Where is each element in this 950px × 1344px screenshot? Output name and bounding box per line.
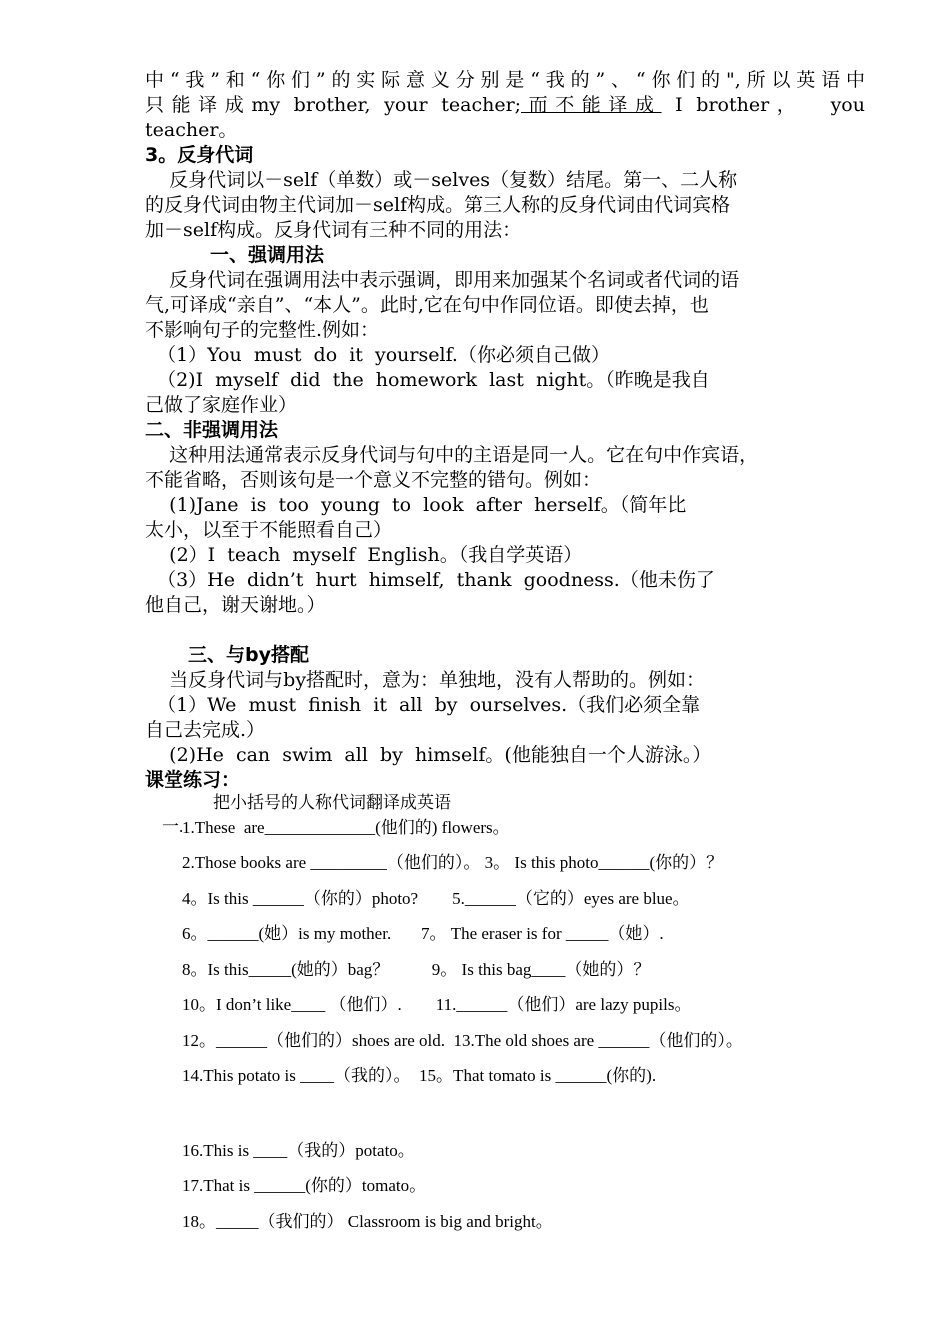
- paragraph-line: 这种用法通常表示反身代词与句中的主语是同一人。它在句中作宾语，: [145, 444, 759, 466]
- text-run: 只能译成my brother, your teacher;: [145, 94, 522, 116]
- exercise-number: 一.: [162, 817, 184, 836]
- paragraph-line: 反身代词在强调用法中表示强调，即用来加强某个名词或者代词的语: [145, 269, 740, 291]
- paragraph-line: 反身代词以－self（单数）或－selves（复数）结尾。第一、二人称: [145, 169, 738, 191]
- example-line: 太小，以至于不能照看自己）: [145, 519, 393, 541]
- exercise-item: 12。______（他们的）shoes are old. 13.The old shoes are ______（他们的）。: [182, 1031, 743, 1050]
- paragraph-line: 当反身代词与by搭配时，意为：单独地，没有人帮助的。例如：: [145, 669, 706, 691]
- exercise-item: 18。_____（我们的） Classroom is big and bright。: [182, 1212, 553, 1231]
- example-line: （2)I myself did the homework last night。（昨晚是我自: [145, 369, 710, 391]
- exercise-item: 10。I don’t like____ （他们）. 11.______（他们）are lazy pupils。: [182, 995, 692, 1014]
- example-line: （1）We must finish it all by ourselves.（我们必须全靠: [145, 694, 701, 716]
- text-run: I brother， you: [661, 94, 865, 116]
- example-line: (1)Jane is too young to look after herself。（简年比: [145, 494, 687, 516]
- paragraph-line: 的反身代词由物主代词加－self构成。第三人称的反身代词由代词宾格: [145, 194, 731, 216]
- subsection-heading: 一、强调用法: [210, 244, 325, 266]
- example-line: (2）I teach myself English。（我自学英语）: [145, 544, 583, 566]
- underlined-text: 而不能译成: [521, 94, 662, 116]
- subsection-heading: 三、与by搭配: [188, 644, 309, 666]
- example-line: 他自己，谢天谢地。）: [145, 594, 326, 616]
- example-line: 自己去完成.）: [145, 719, 266, 741]
- exercise-item: 16.This is ____（我的）potato。: [182, 1141, 415, 1160]
- practice-heading: 课堂练习：: [145, 769, 241, 791]
- exercise-item: 1.These are_____________(他们的) flowers。: [182, 818, 510, 837]
- paragraph-line: 中“我”和“你们”的实际意义分别是“我的”、“你们的",所以英语中: [145, 69, 865, 91]
- section-heading: 二、非强调用法: [145, 419, 279, 441]
- paragraph-line: 气,可译成“亲自”、“本人”。此时,它在句中作同位语。即使去掉，也: [145, 294, 709, 316]
- exercise-item: 6。______(她）is my mother. 7。 The eraser is for _____（她）.: [182, 924, 664, 943]
- exercise-item: 14.This potato is ____（我的）。 15。That tomato is ______(你的).: [182, 1066, 657, 1085]
- paragraph-line: [145, 93, 865, 118]
- example-line: （1）You must do it yourself.（你必须自己做）: [145, 344, 610, 366]
- paragraph-line: 不影响句子的完整性.例如：: [145, 319, 380, 341]
- exercise-item: 17.That is ______(你的）tomato。: [182, 1176, 427, 1195]
- paragraph-line: teacher。: [145, 119, 238, 141]
- paragraph-line: 加－self构成。反身代词有三种不同的用法：: [145, 219, 522, 241]
- paragraph-line: 不能省略，否则该句是一个意义不完整的错句。例如：: [145, 469, 602, 491]
- exercise-item: 2.Those books are _________（他们的）。 3。 Is this photo______(你的）？: [182, 853, 724, 872]
- example-line: (2)He can swim all by himself。(他能独自一个人游泳。）: [145, 744, 712, 766]
- exercise-item: 8。Is this_____(她的）bag？ 9。 Is this bag____（她的）？: [182, 960, 651, 979]
- example-line: 己做了家庭作业）: [145, 394, 298, 416]
- section-heading: 3。反身代词: [145, 144, 254, 166]
- exercise-instruction: 把小括号的人称代词翻译成英语: [213, 793, 451, 812]
- example-line: （3）He didn’t hurt himself, thank goodness.（他未伤了: [145, 569, 715, 591]
- exercise-item: 4。Is this ______（你的）photo? 5.______（它的）eyes are blue。: [182, 889, 690, 908]
